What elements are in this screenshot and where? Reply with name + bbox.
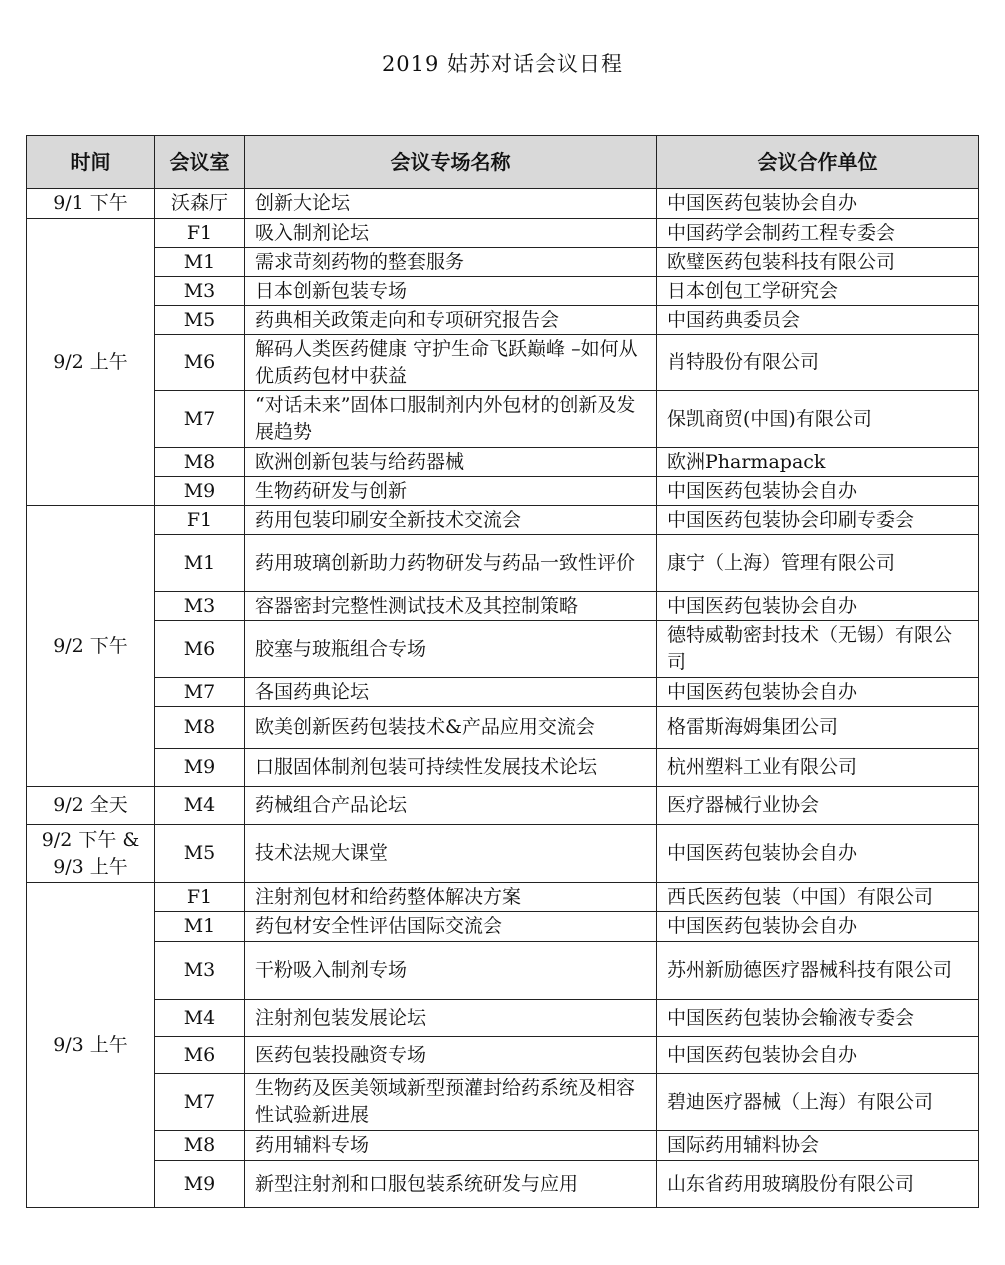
session-name-cell: 容器密封完整性测试技术及其控制策略 bbox=[245, 592, 657, 621]
header-time: 时间 bbox=[27, 136, 155, 189]
session-name-cell: 药械组合产品论坛 bbox=[245, 787, 657, 825]
table-row bbox=[27, 1131, 979, 1161]
partner-cell: 中国医药包装协会印刷专委会 bbox=[657, 506, 979, 535]
schedule-body bbox=[27, 189, 979, 1208]
table-row bbox=[27, 1161, 979, 1208]
table-row bbox=[27, 678, 979, 707]
room-cell: F1 bbox=[155, 219, 245, 248]
session-name-cell: 吸入制剂论坛 bbox=[245, 219, 657, 248]
session-name-cell: 口服固体制剂包装可持续性发展技术论坛 bbox=[245, 749, 657, 787]
partner-cell: 杭州塑料工业有限公司 bbox=[657, 749, 979, 787]
room-cell: M5 bbox=[155, 306, 245, 335]
room-cell: M3 bbox=[155, 592, 245, 621]
table-row bbox=[27, 335, 979, 391]
room-cell: M6 bbox=[155, 335, 245, 391]
session-name-cell: 需求苛刻药物的整套服务 bbox=[245, 248, 657, 277]
partner-cell: 中国医药包装协会自办 bbox=[657, 678, 979, 707]
partner-cell: 中国医药包装协会自办 bbox=[657, 592, 979, 621]
partner-cell: 医疗器械行业协会 bbox=[657, 787, 979, 825]
room-cell: M7 bbox=[155, 1074, 245, 1131]
session-name-cell: 医药包装投融资专场 bbox=[245, 1037, 657, 1074]
partner-cell: 中国药学会制药工程专委会 bbox=[657, 219, 979, 248]
partner-cell: 欧璧医药包装科技有限公司 bbox=[657, 248, 979, 277]
table-header-row bbox=[27, 136, 979, 189]
room-cell: F1 bbox=[155, 506, 245, 535]
session-name-cell: 药包材安全性评估国际交流会 bbox=[245, 912, 657, 942]
session-name-cell: 注射剂包材和给药整体解决方案 bbox=[245, 883, 657, 912]
room-cell: F1 bbox=[155, 883, 245, 912]
table-row bbox=[27, 825, 979, 883]
table-row bbox=[27, 942, 979, 1000]
header-room: 会议室 bbox=[155, 136, 245, 189]
partner-cell: 中国医药包装协会自办 bbox=[657, 189, 979, 219]
room-cell: M8 bbox=[155, 1131, 245, 1161]
table-row bbox=[27, 707, 979, 749]
partner-cell: 中国医药包装协会自办 bbox=[657, 477, 979, 506]
table-row bbox=[27, 306, 979, 335]
table-row bbox=[27, 277, 979, 306]
session-name-cell: 欧美创新医药包装技术&产品应用交流会 bbox=[245, 707, 657, 749]
session-name-cell: 注射剂包装发展论坛 bbox=[245, 1000, 657, 1037]
session-name-cell: 药用辅料专场 bbox=[245, 1131, 657, 1161]
table-row bbox=[27, 189, 979, 219]
room-cell: M7 bbox=[155, 678, 245, 707]
session-name-cell: 技术法规大课堂 bbox=[245, 825, 657, 883]
room-cell: M4 bbox=[155, 1000, 245, 1037]
table-row bbox=[27, 883, 979, 912]
partner-cell: 中国医药包装协会自办 bbox=[657, 1037, 979, 1074]
room-cell: M9 bbox=[155, 477, 245, 506]
session-name-cell: 胶塞与玻瓶组合专场 bbox=[245, 621, 657, 678]
partner-cell: 国际药用辅料协会 bbox=[657, 1131, 979, 1161]
partner-cell: 欧洲Pharmapack bbox=[657, 448, 979, 477]
time-cell: 9/2 下午 bbox=[27, 506, 155, 787]
table-row bbox=[27, 621, 979, 678]
time-cell: 9/2 下午 & 9/3 上午 bbox=[27, 825, 155, 883]
partner-cell: 中国药典委员会 bbox=[657, 306, 979, 335]
table-row bbox=[27, 912, 979, 942]
table-row bbox=[27, 749, 979, 787]
partner-cell: 西氏医药包装（中国）有限公司 bbox=[657, 883, 979, 912]
table-row bbox=[27, 477, 979, 506]
header-session-name: 会议专场名称 bbox=[245, 136, 657, 189]
room-cell: M8 bbox=[155, 448, 245, 477]
session-name-cell: 干粉吸入制剂专场 bbox=[245, 942, 657, 1000]
table-row bbox=[27, 506, 979, 535]
room-cell: M1 bbox=[155, 912, 245, 942]
partner-cell: 中国医药包装协会自办 bbox=[657, 912, 979, 942]
table-row bbox=[27, 787, 979, 825]
partner-cell: 中国医药包装协会输液专委会 bbox=[657, 1000, 979, 1037]
room-cell: M9 bbox=[155, 749, 245, 787]
page-title: 2019 姑苏对话会议日程 bbox=[381, 52, 624, 76]
table-row bbox=[27, 219, 979, 248]
partner-cell: 碧迪医疗器械（上海）有限公司 bbox=[657, 1074, 979, 1131]
room-cell: M1 bbox=[155, 248, 245, 277]
session-name-cell: 药用包装印刷安全新技术交流会 bbox=[245, 506, 657, 535]
session-name-cell: 新型注射剂和口服包装系统研发与应用 bbox=[245, 1161, 657, 1208]
session-name-cell: 生物药及医美领域新型预灌封给药系统及相容性试验新进展 bbox=[245, 1074, 657, 1131]
room-cell: 沃森厅 bbox=[155, 189, 245, 219]
session-name-cell: 欧洲创新包装与给药器械 bbox=[245, 448, 657, 477]
time-cell: 9/2 全天 bbox=[27, 787, 155, 825]
session-name-cell: 药用玻璃创新助力药物研发与药品一致性评价 bbox=[245, 535, 657, 592]
room-cell: M6 bbox=[155, 1037, 245, 1074]
room-cell: M9 bbox=[155, 1161, 245, 1208]
table-row bbox=[27, 391, 979, 448]
header-partner: 会议合作单位 bbox=[657, 136, 979, 189]
table-row bbox=[27, 1074, 979, 1131]
session-name-cell: 生物药研发与创新 bbox=[245, 477, 657, 506]
room-cell: M7 bbox=[155, 391, 245, 448]
table-row bbox=[27, 535, 979, 592]
room-cell: M4 bbox=[155, 787, 245, 825]
room-cell: M6 bbox=[155, 621, 245, 678]
time-cell: 9/3 上午 bbox=[27, 883, 155, 1208]
room-cell: M8 bbox=[155, 707, 245, 749]
partner-cell: 康宁（上海）管理有限公司 bbox=[657, 535, 979, 592]
partner-cell: 中国医药包装协会自办 bbox=[657, 825, 979, 883]
partner-cell: 日本创包工学研究会 bbox=[657, 277, 979, 306]
time-cell: 9/2 上午 bbox=[27, 219, 155, 506]
partner-cell: 肖特股份有限公司 bbox=[657, 335, 979, 391]
partner-cell: 山东省药用玻璃股份有限公司 bbox=[657, 1161, 979, 1208]
session-name-cell: 创新大论坛 bbox=[245, 189, 657, 219]
table-row bbox=[27, 248, 979, 277]
partner-cell: 保凯商贸(中国)有限公司 bbox=[657, 391, 979, 448]
time-cell: 9/1 下午 bbox=[27, 189, 155, 219]
schedule-table bbox=[26, 135, 979, 1208]
session-name-cell: 药典相关政策走向和专项研究报告会 bbox=[245, 306, 657, 335]
room-cell: M1 bbox=[155, 535, 245, 592]
partner-cell: 苏州新励德医疗器械科技有限公司 bbox=[657, 942, 979, 1000]
partner-cell: 格雷斯海姆集团公司 bbox=[657, 707, 979, 749]
session-name-cell: 解码人类医药健康 守护生命飞跃巅峰 –如何从优质药包材中获益 bbox=[245, 335, 657, 391]
table-row bbox=[27, 448, 979, 477]
table-row bbox=[27, 1037, 979, 1074]
table-row bbox=[27, 1000, 979, 1037]
table-row bbox=[27, 592, 979, 621]
room-cell: M3 bbox=[155, 277, 245, 306]
room-cell: M3 bbox=[155, 942, 245, 1000]
session-name-cell: “对话未来”固体口服制剂内外包材的创新及发展趋势 bbox=[245, 391, 657, 448]
session-name-cell: 日本创新包装专场 bbox=[245, 277, 657, 306]
session-name-cell: 各国药典论坛 bbox=[245, 678, 657, 707]
partner-cell: 德特威勒密封技术（无锡）有限公司 bbox=[657, 621, 979, 678]
room-cell: M5 bbox=[155, 825, 245, 883]
